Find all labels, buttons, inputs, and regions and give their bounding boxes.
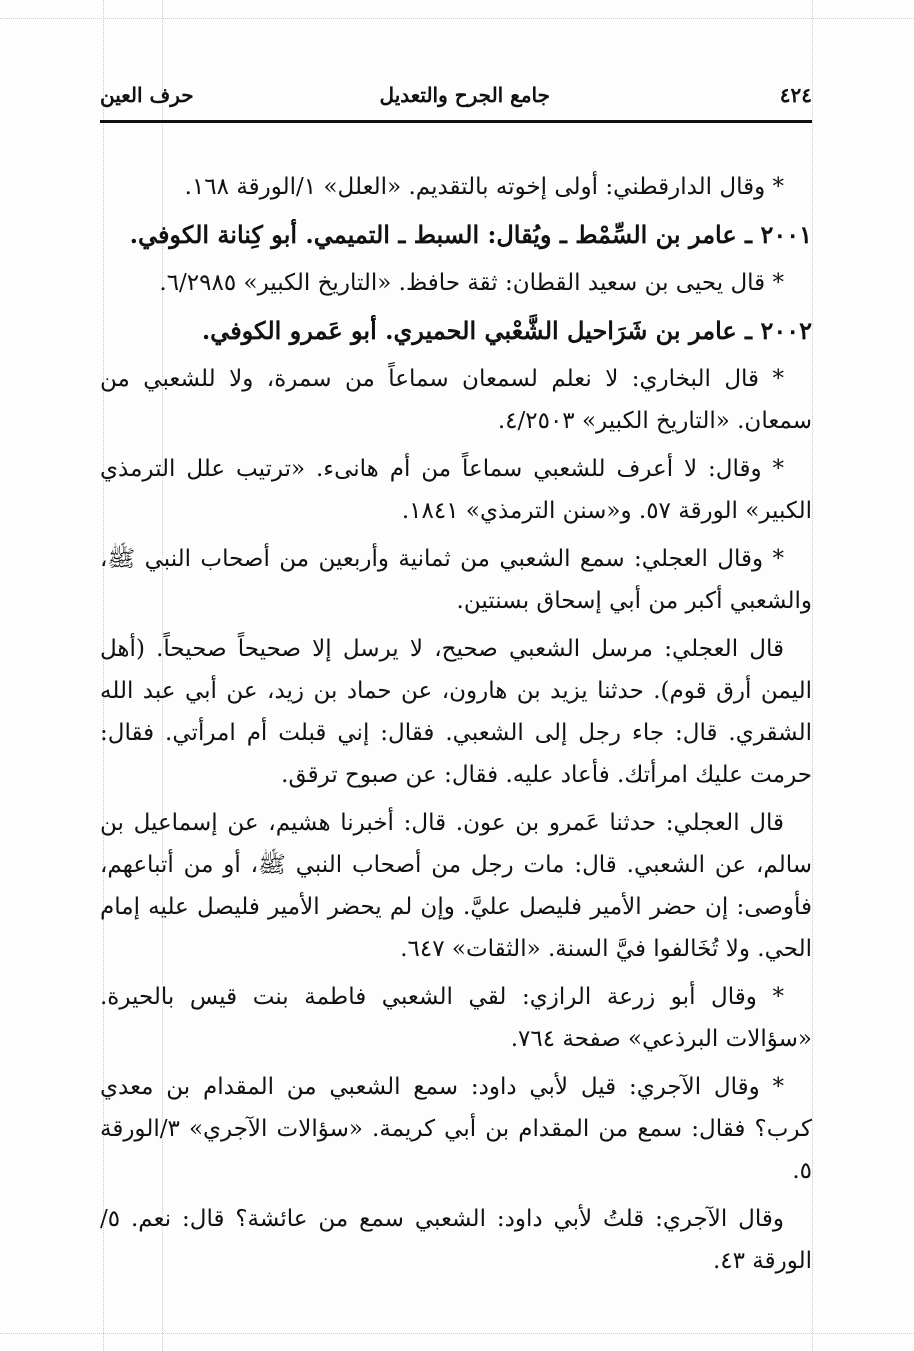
scan-guide-line [0,18,914,19]
entry-heading: ٢٠٠٢ ـ عامر بن شَرَاحيل الشَّعْبي الحميري. أبو عَمرو الكوفي. [201,316,812,345]
book-title: جامع الجرح والتعديل [379,83,550,107]
paragraph: * وقال أبو زرعة الرازي: لقي الشعبي فاطمة بنت قيس بالحيرة. «سؤالات البرذعي» صفحة ٧٦٤. [100,984,812,1052]
paragraph: قال العجلي: مرسل الشعبي صحيح، لا يرسل إلا صحيحاً صحيحاً. (أهل اليمن أرق قوم). حدثنا يزيد بن هارون، عن حماد بن زيد، عن أبي عبد الله الشقري. قال: جاء رجل إلى الشعبي. فقال: إني قبلت أم امرأتي. فقال: حرمت عليك امرأتك. فأعاد عليه. فقال: عن صبوح ترقق. [100,636,812,788]
paragraph: * قال يحيى بن سعيد القطان: ثقة حافظ. «التاريخ الكبير» ٦/٢٩٨٥. [159,270,784,296]
paragraph: * وقال الدارقطني: أولى إخوته بالتقديم. «العلل» ١/الورقة ١٦٨. [184,174,784,200]
running-header [100,78,812,118]
chapter-title: حرف العين [100,83,194,107]
page-body [100,166,812,1288]
paragraph: وقال الآجري: قلتُ لأبي داود: الشعبي سمع من عائشة؟ قال: نعم. ٥/الورقة ٤٣. [100,1206,812,1274]
paragraph: * وقال العجلي: سمع الشعبي من ثمانية وأربعين من أصحاب النبي ﷺ، والشعبي أكبر من أبي إسحاق بسنتين. [100,546,812,614]
header-rule [100,120,812,123]
entry-heading: ٢٠٠١ ـ عامر بن السِّمْط ـ ويُقال: السبط ـ التميمي. أبو كِنانة الكوفي. [129,220,812,249]
scan-guide-line [0,1333,914,1334]
paragraph: * قال البخاري: لا نعلم لسمعان سماعاً من سمرة، ولا للشعبي من سمعان. «التاريخ الكبير» ٤/٢٥٠٣. [100,366,812,434]
scan-guide-line [812,0,813,1351]
page-number: ٤٢٤ [779,83,812,107]
paragraph: * وقال: لا أعرف للشعبي سماعاً من أم هانىء. «ترتيب علل الترمذي الكبير» الورقة ٥٧. و«سنن الترمذي» ١٨٤١. [100,456,812,524]
paragraph: * وقال الآجري: قيل لأبي داود: سمع الشعبي من المقدام بن معدي كرب؟ فقال: سمع من المقدام بن أبي كريمة. «سؤالات الآجري» ٣/الورقة ٥. [100,1074,812,1184]
paragraph: قال العجلي: حدثنا عَمرو بن عون. قال: أخبرنا هشيم، عن إسماعيل بن سالم، عن الشعبي. قال: مات رجل من أصحاب النبي ﷺ، أو من أتباعهم، فأوصى: إن حضر الأمير فليصل عليَّ. وإن لم يحضر الأمير فليصل عليه إمام الحي. ولا تُخَالفوا فيَّ السنة. «الثقات» ٦٤٧. [100,810,812,962]
